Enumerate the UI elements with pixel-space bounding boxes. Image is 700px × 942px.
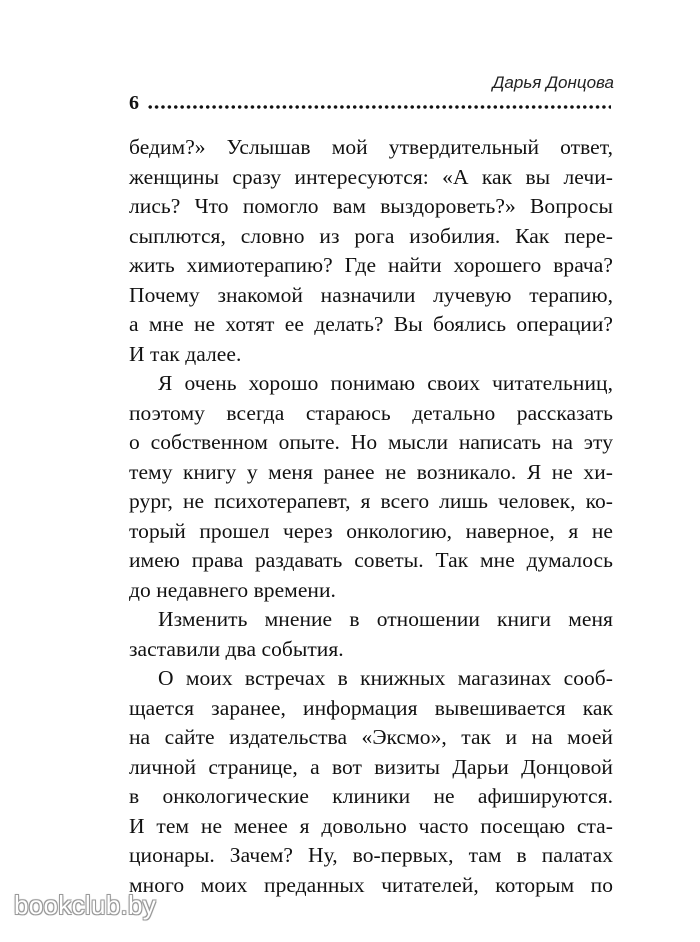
text-line: личной странице, а вот визиты Дарьи Донцовой: [129, 754, 613, 779]
text-line: торый прошел через онкологию, наверное, я не: [129, 518, 613, 543]
text-line: о собственном опыте. Но мысли написать на эту: [129, 430, 613, 454]
body-text: [129, 133, 613, 900]
text-line: И тем не менее я довольно часто посещаю ста-: [129, 813, 613, 838]
text-line: в онкологические клиники не афишируются.: [129, 784, 613, 808]
text-line: женщины сразу интересуются: «А как вы лечи-: [129, 164, 613, 189]
page-number: 6: [129, 92, 139, 114]
text-line: заставили два события.: [129, 636, 344, 661]
text-line: Почему знакомой назначили лучевую терапию,: [129, 282, 613, 307]
text-line: Изменить мнение в отношении книги меня: [158, 607, 613, 631]
text-line: ционары. Зачем? Ну, во-первых, там в палатах: [129, 843, 613, 867]
text-line: а мне не хотят ее делать? Вы боялись операции?: [129, 312, 613, 336]
running-header-author: Дарья Донцова: [492, 73, 614, 92]
text-line: лись? Что помогло вам выздороветь?» Вопросы: [129, 194, 613, 218]
text-line: сыплются, словно из рога изобилия. Как пере-: [129, 223, 613, 248]
text-line: Я очень хорошо понимаю своих читательниц,: [158, 371, 613, 395]
text-line: рург, не психотерапевт, я всего лишь человек, ко-: [129, 489, 613, 513]
text-line: жить химиотерапию? Где найти хорошего врача?: [129, 253, 613, 277]
text-line: И так далее.: [129, 341, 242, 366]
header-dotted-leader: [147, 104, 611, 110]
text-line: щается заранее, информация вывешивается как: [129, 695, 613, 720]
text-line: бедим?» Услышав мой утвердительный ответ,: [129, 135, 613, 159]
text-line: имею права раздавать советы. Так мне думалось: [129, 548, 613, 572]
text-line: много моих преданных читателей, которым по: [129, 872, 613, 897]
text-line: поэтому всегда стараюсь детально рассказать: [129, 400, 613, 425]
watermark-logo: bookclub.by: [14, 890, 157, 920]
text-line: на сайте издательства «Эксмо», так и на моей: [129, 725, 613, 749]
text-line: до недавнего времени.: [129, 577, 336, 602]
text-line: тему книгу у меня ранее не возникало. Я не хи-: [129, 459, 613, 484]
text-line: О моих встречах в книжных магазинах сооб-: [158, 666, 613, 690]
